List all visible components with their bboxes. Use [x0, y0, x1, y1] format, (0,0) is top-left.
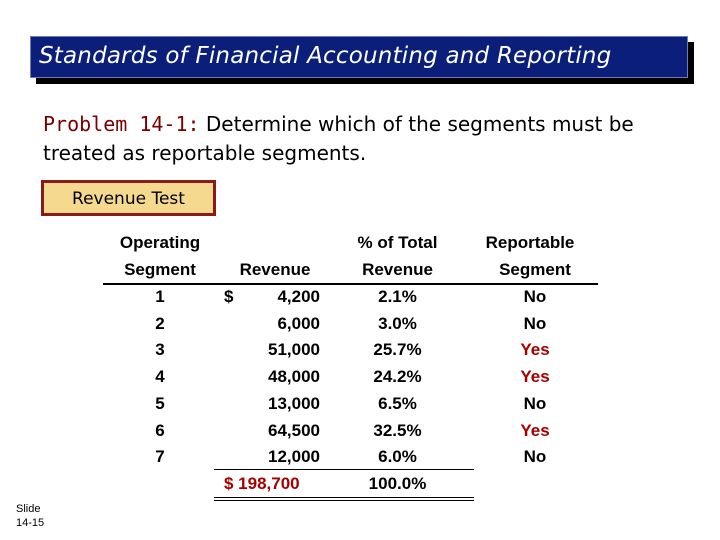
row-revenue: 6,000	[277, 314, 320, 333]
total-rule-bottom-2	[214, 500, 474, 501]
header-rule	[103, 283, 598, 285]
row-revenue: 13,000	[268, 394, 320, 413]
row-pct: 3.0%	[378, 314, 417, 333]
row-reportable: No	[523, 394, 547, 413]
row-revenue: 12,000	[268, 447, 320, 466]
row-revenue: 64,500	[268, 421, 320, 440]
row-reportable: No	[523, 287, 547, 306]
row-reportable: No	[523, 314, 547, 333]
total-pct: 100.0%	[368, 474, 427, 493]
row-pct: 6.5%	[378, 394, 417, 413]
row-reportable: Yes	[520, 367, 550, 386]
header-reportable-line1: Reportable	[485, 233, 575, 252]
row-dollar-sign: $	[224, 287, 234, 306]
header-segment-line2: Segment	[124, 260, 196, 279]
row-pct: 24.2%	[373, 367, 422, 386]
slide-page: 14-15	[16, 517, 45, 529]
revenue-test-label: Revenue Test	[72, 189, 185, 209]
row-segment: 5	[155, 394, 165, 413]
header-segment-line1: Operating	[119, 233, 201, 252]
row-reportable: Yes	[520, 421, 550, 440]
row-segment: 7	[155, 447, 165, 466]
problem-text: Determine which of the segments must be treated as reportable segments.	[43, 112, 634, 165]
row-pct: 2.1%	[378, 287, 417, 306]
row-revenue: 48,000	[268, 367, 320, 386]
slide-label: Slide	[16, 503, 41, 515]
header-reportable-line2: Segment	[499, 260, 571, 279]
slide-title: Standards of Financial Accounting and Reporting	[39, 43, 612, 69]
slide-number	[16, 502, 44, 530]
row-segment: 2	[155, 314, 165, 333]
header-pct-line1: % of Total	[357, 233, 438, 252]
row-segment: 4	[155, 367, 165, 386]
header-revenue: Revenue	[239, 260, 311, 279]
problem-label: Problem 14-1:	[43, 112, 200, 136]
header-pct-line2: Revenue	[362, 260, 433, 279]
total-revenue: $ 198,700	[224, 474, 300, 493]
row-pct: 25.7%	[373, 340, 422, 359]
row-revenue: 51,000	[268, 340, 320, 359]
row-segment: 6	[155, 421, 165, 440]
total-rule-bottom-1	[214, 497, 474, 498]
row-pct: 6.0%	[378, 447, 417, 466]
row-segment: 3	[155, 340, 165, 359]
row-revenue: 4,200	[277, 287, 320, 306]
row-segment: 1	[155, 287, 165, 306]
row-reportable: No	[523, 447, 547, 466]
row-pct: 32.5%	[373, 421, 422, 440]
row-reportable: Yes	[520, 340, 550, 359]
total-rule-top	[214, 469, 474, 470]
